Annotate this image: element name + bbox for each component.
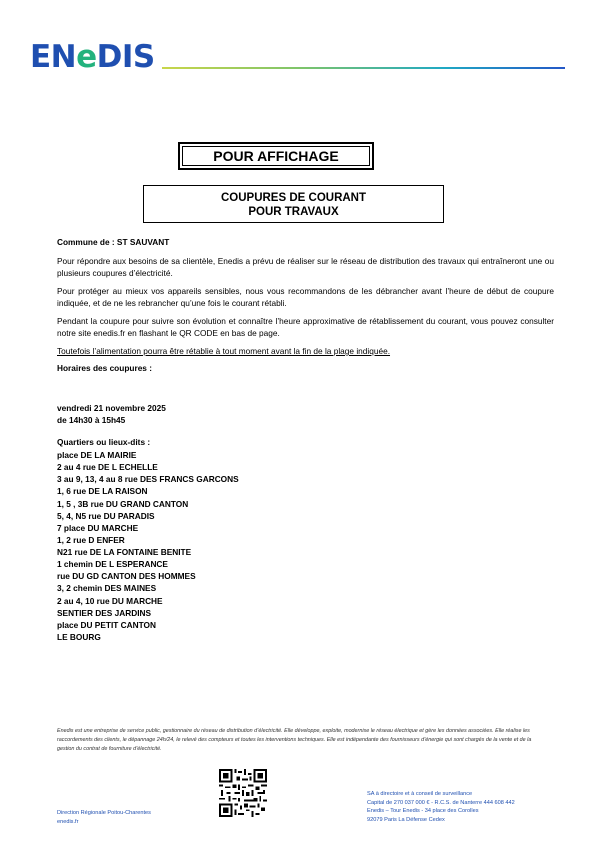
address-left xyxy=(57,809,151,826)
list-item: 3 au 9, 13, 4 au 8 rue DES FRANCS GARCONS xyxy=(57,474,239,485)
enedis-logo: ENeDIS xyxy=(30,39,155,75)
places-title: Quartiers ou lieux-dits : xyxy=(57,437,151,447)
list-item: 1, 6 rue DE LA RAISON xyxy=(57,486,148,497)
commune-label: Commune de : ST SAUVANT xyxy=(57,237,170,247)
title-box xyxy=(178,142,374,170)
company-city: 92079 Paris La Défense Cedex xyxy=(367,816,445,823)
outage-date xyxy=(57,403,554,426)
regional-direction: Direction Régionale Poitou-Charentes xyxy=(57,810,151,816)
list-item: place DU PETIT CANTON xyxy=(57,619,156,630)
horaires-label: Horaires des coupures : xyxy=(57,363,152,373)
outage-time: de 14h30 à 15h45 xyxy=(57,414,126,425)
list-item: place DE LA MAIRIE xyxy=(57,450,137,460)
address-right xyxy=(367,790,515,824)
list-item: 2 au 4, 10 rue DU MARCHE xyxy=(57,595,163,606)
list-item: SENTIER DES JARDINS xyxy=(57,607,152,618)
warning-text: Toutefois l’alimentation pourra être rétablie à tout moment avant la fin de la plage indiquée. xyxy=(57,346,391,356)
list-item: 5, 4, N5 rue DU PARADIS xyxy=(57,510,155,521)
paragraph-qr-info: Pendant la coupure pour suivre son évolution et connaître l’heure approximative de rétablissement du courant, vous pouvez consulter notre site enedis.fr en flashant le QR CODE en bas de page. xyxy=(57,316,554,338)
company-type: SA à directoire et à conseil de surveillance xyxy=(367,791,473,797)
paragraph-intro: Pour répondre aux besoins de sa clientèle, Enedis a prévu de réaliser sur le réseau de distribution des travaux qui entraîneront une ou plusieurs coupures d’électricité. xyxy=(57,256,554,278)
outage-day: vendredi 21 novembre 2025 xyxy=(57,403,166,413)
company-address: Enedis – Tour Enedis - 34 place des Corolles xyxy=(367,808,479,814)
qr-code-icon[interactable] xyxy=(219,769,267,817)
subtitle-box xyxy=(143,185,444,223)
footer-note: Enedis est une entreprise de service public, gestionnaire du réseau de distribution d’électricité. Elle développe, exploite, modernise le réseau électrique et gère les données associées. Elle réalise les raccordements des clients, le dépannage 24h/24, le relevé des compteurs et toutes les interventions techniques. Elle est indépendante des fournisseurs d’énergie qui sont chargés de la vente et de la gestion du contrat de fourniture d’électricité. xyxy=(57,728,532,752)
list-item: 2 au 4 rue DE L ECHELLE xyxy=(57,462,158,473)
website-link[interactable]: enedis.fr xyxy=(57,818,79,825)
list-item: 3, 2 chemin DES MAINES xyxy=(57,583,157,594)
list-item: 1, 2 rue D ENFER xyxy=(57,534,125,545)
list-item: 1 chemin DE L ESPERANCE xyxy=(57,559,168,570)
list-item: LE BOURG xyxy=(57,631,101,642)
places-list xyxy=(57,449,239,643)
page-title: POUR AFFICHAGE xyxy=(182,146,370,166)
subtitle-line-2: POUR TRAVAUX xyxy=(248,206,339,218)
header-gradient-line xyxy=(162,67,565,69)
list-item: 7 place DU MARCHE xyxy=(57,522,139,533)
list-item: 1, 5 , 3B rue DU GRAND CANTON xyxy=(57,498,189,509)
company-capital: Capital de 270 037 000 € - R.C.S. de Nanterre 444 608 442 xyxy=(367,799,515,806)
paragraph-protection: Pour protéger au mieux vos appareils sensibles, nous vous recommandons de les débrancher avant l’heure de début de coupure indiquée, et de ne les rebrancher qu’une fois le courant rétabli. xyxy=(57,286,554,308)
subtitle-line-1: COUPURES DE COURANT xyxy=(220,192,367,204)
list-item: rue DU GD CANTON DES HOMMES xyxy=(57,571,196,582)
list-item: N21 rue DE LA FONTAINE BENITE xyxy=(57,547,192,557)
